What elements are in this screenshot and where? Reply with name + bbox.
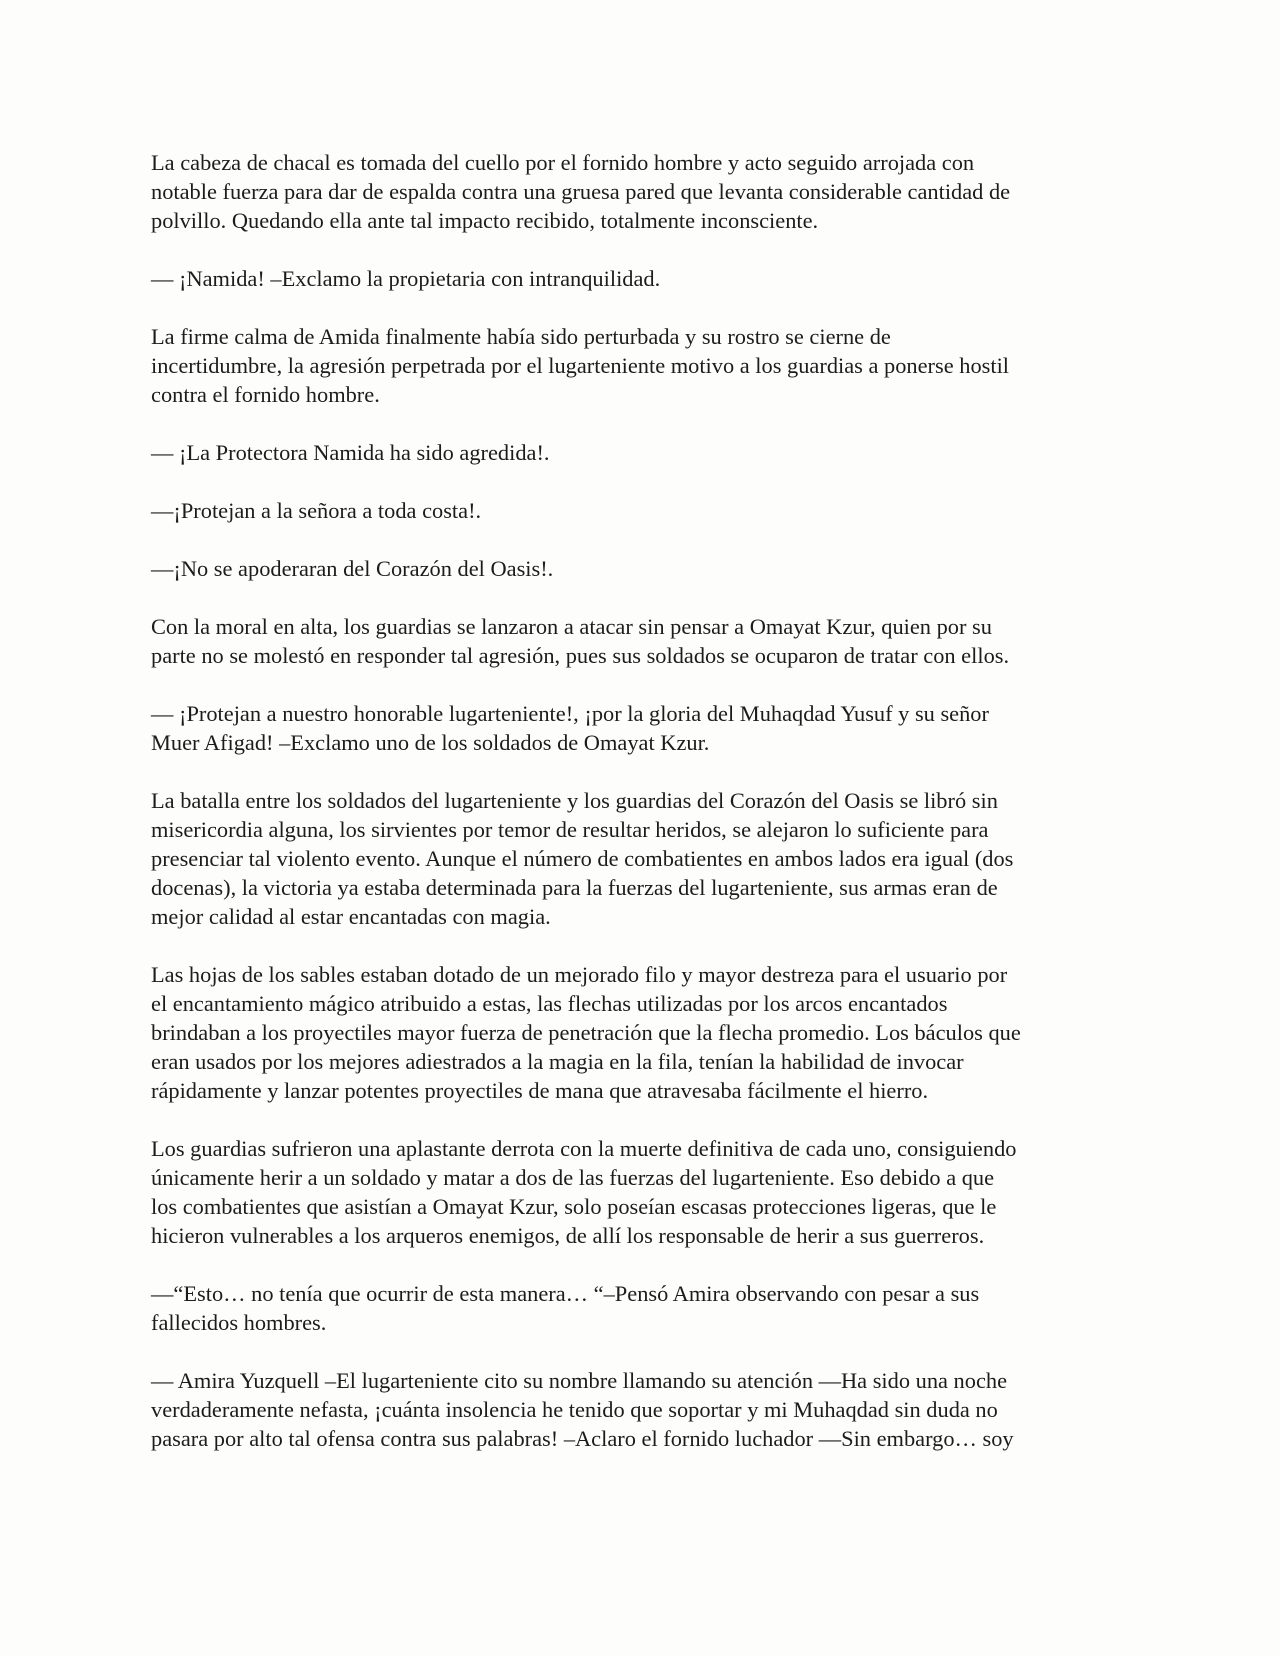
paragraph: — ¡Namida! –Exclamo la propietaria con intranquilidad. — [151, 266, 661, 291]
paragraph: — Amira Yuzquell –El lugarteniente cito su nombre llamando su atención —Ha sido una noche verdaderamente nefasta, ¡cuánta insolencia he tenido que soportar y mi Muhaqdad sin duda no pasara por alto tal ofensa contra sus palabras! –Aclaro el fornido luchador —Sin embargo… soy — [151, 1368, 1014, 1451]
paragraph: Los guardias sufrieron una aplastante derrota con la muerte definitiva de cada uno, consiguiendo únicamente herir a un soldado y matar a dos de las fuerzas del lugarteniente. Eso debido a que los combatientes que asistían a Omayat Kzur, solo poseían escasas protecciones ligeras, que le hicieron vulnerables a los arqueros enemigos, de allí los responsable de herir a sus guerreros. — [151, 1136, 1017, 1248]
document-body — [151, 148, 1141, 1482]
paragraph: La batalla entre los soldados del lugarteniente y los guardias del Corazón del Oasis se libró sin misericordia alguna, los sirvientes por temor de resultar heridos, se alejaron lo suficiente para presenciar tal violento evento. Aunque el número de combatientes en ambos lados era igual (dos docenas), la victoria ya estaba determinada para la fuerzas del lugarteniente, sus armas eran de mejor calidad al estar encantadas con magia. — [151, 788, 1014, 929]
paragraph: —¡No se apoderaran del Corazón del Oasis!. — [151, 556, 554, 581]
paragraph: La firme calma de Amida finalmente había sido perturbada y su rostro se cierne de incertidumbre, la agresión perpetrada por el lugarteniente motivo a los guardias a ponerse hostil contra el fornido hombre. — [151, 324, 1010, 407]
paragraph: —“Esto… no tenía que ocurrir de esta manera… “–Pensó Amira observando con pesar a sus fallecidos hombres. — [151, 1281, 980, 1335]
paragraph: —¡Protejan a la señora a toda costa!. — [151, 498, 482, 523]
paragraph: — ¡Protejan a nuestro honorable lugarteniente!, ¡por la gloria del Muhaqdad Yusuf y su señor Muer Afigad! –Exclamo uno de los soldados de Omayat Kzur. — [151, 701, 989, 755]
paragraph: — ¡La Protectora Namida ha sido agredida!. — [151, 440, 550, 465]
paragraph: Con la moral en alta, los guardias se lanzaron a atacar sin pensar a Omayat Kzur, quien por su parte no se molestó en responder tal agresión, pues sus soldados se ocuparon de tratar con ellos. — [151, 614, 1010, 668]
paragraph: La cabeza de chacal es tomada del cuello por el fornido hombre y acto seguido arrojada con notable fuerza para dar de espalda contra una gruesa pared que levanta considerable cantidad de polvillo. Quedando ella ante tal impacto recibido, totalmente inconsciente. — [151, 150, 1011, 233]
paragraph: Las hojas de los sables estaban dotado de un mejorado filo y mayor destreza para el usuario por el encantamiento mágico atribuido a estas, las flechas utilizadas por los arcos encantados brindaban a los proyectiles mayor fuerza de penetración que la flecha promedio. Los báculos que eran usados por los mejores adiestrados a la magia en la fila, tenían la habilidad de invocar rápidamente y lanzar potentes proyectiles de mana que atravesaba fácilmente el hierro. — [151, 962, 1021, 1103]
